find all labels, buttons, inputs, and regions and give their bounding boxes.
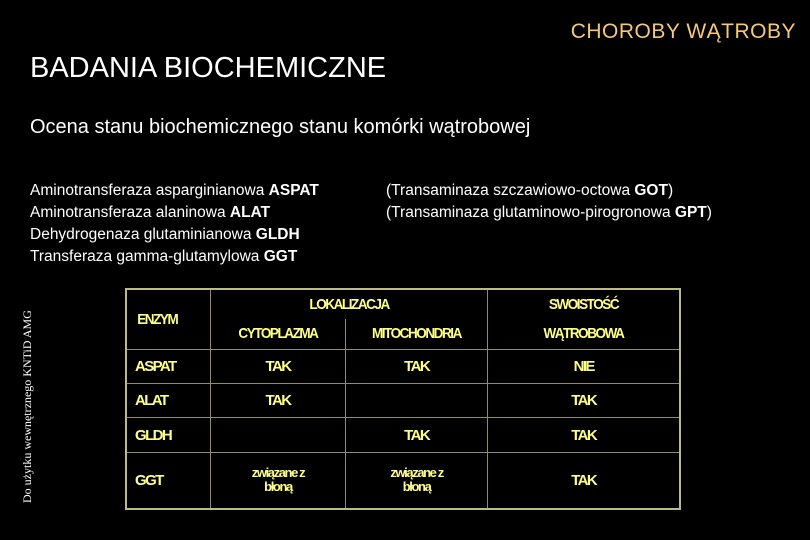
table-row xyxy=(126,418,680,452)
slide-subtitle: Ocena stanu biochemicznego stanu komórki wątrobowej xyxy=(30,116,531,138)
header-location: LOKALIZACJA xyxy=(211,289,488,319)
header-specificity-1: SWOISTOŚĆ xyxy=(488,289,680,319)
cell-specificity: TAK xyxy=(488,383,680,417)
table-row xyxy=(126,452,680,509)
paren: ) xyxy=(706,204,712,221)
slide-title: BADANIA BIOCHEMICZNE xyxy=(30,52,387,84)
enzyme-abbr: GGT xyxy=(263,248,298,265)
cell-enzyme: ASPAT xyxy=(126,349,211,383)
cell-mitochondria: związane z błoną xyxy=(345,452,488,509)
cell-mitochondria: TAK xyxy=(345,349,488,383)
header-mitochondria: MITOCHONDRIA xyxy=(345,319,488,349)
alt-name: (Transaminaza szczawiowo-octowa xyxy=(386,182,635,199)
cell-specificity: NIE xyxy=(488,349,680,383)
cell-enzyme: GLDH xyxy=(126,418,211,452)
enzyme-abbr: ALAT xyxy=(229,204,271,221)
header-enzyme: ENZYM xyxy=(126,289,211,349)
enzyme-item xyxy=(30,246,319,268)
cell-mitochondria: TAK xyxy=(345,418,488,452)
enzyme-name: Aminotransferaza asparginianowa xyxy=(30,182,269,199)
cell-cytoplasm: TAK xyxy=(211,349,346,383)
enzyme-name: Aminotransferaza alaninowa xyxy=(30,204,230,221)
enzyme-item xyxy=(30,224,319,246)
cell-enzyme: GGT xyxy=(126,452,211,509)
enzyme-list xyxy=(30,180,319,268)
alt-abbr: GOT xyxy=(634,182,668,199)
enzyme-item xyxy=(30,202,319,224)
paren: ) xyxy=(667,182,674,199)
enzyme-name: Dehydrogenaza glutaminianowa xyxy=(30,226,256,243)
cell-enzyme: ALAT xyxy=(126,383,211,417)
alt-name-item xyxy=(386,202,712,224)
cell-cytoplasm: TAK xyxy=(211,383,346,417)
alt-name: (Transaminaza glutaminowo-pirogronowa xyxy=(386,204,675,221)
table-row xyxy=(126,383,680,417)
cell-mitochondria xyxy=(345,383,488,417)
cell-specificity: TAK xyxy=(488,418,680,452)
header-specificity-2: WĄTROBOWA xyxy=(488,319,680,349)
cell-cytoplasm: związane z błoną xyxy=(211,452,346,509)
enzyme-item xyxy=(30,180,319,202)
enzyme-name: Transferaza gamma-glutamylowa xyxy=(30,248,264,265)
side-note: Do użytku wewnętrznego KNTiD AMG xyxy=(20,310,34,503)
alt-abbr: GPT xyxy=(674,204,707,221)
enzyme-abbr: ASPAT xyxy=(268,182,319,199)
cell-cytoplasm xyxy=(211,418,346,452)
alt-name-item xyxy=(386,180,712,202)
table-row xyxy=(126,349,680,383)
enzyme-abbr: GLDH xyxy=(255,226,300,243)
section-label: CHOROBY WĄTROBY xyxy=(570,20,796,43)
enzyme-table xyxy=(125,288,681,510)
header-cytoplasm: CYTOPLAZMA xyxy=(211,319,346,349)
alt-name-list xyxy=(386,180,712,224)
cell-specificity: TAK xyxy=(488,452,680,509)
